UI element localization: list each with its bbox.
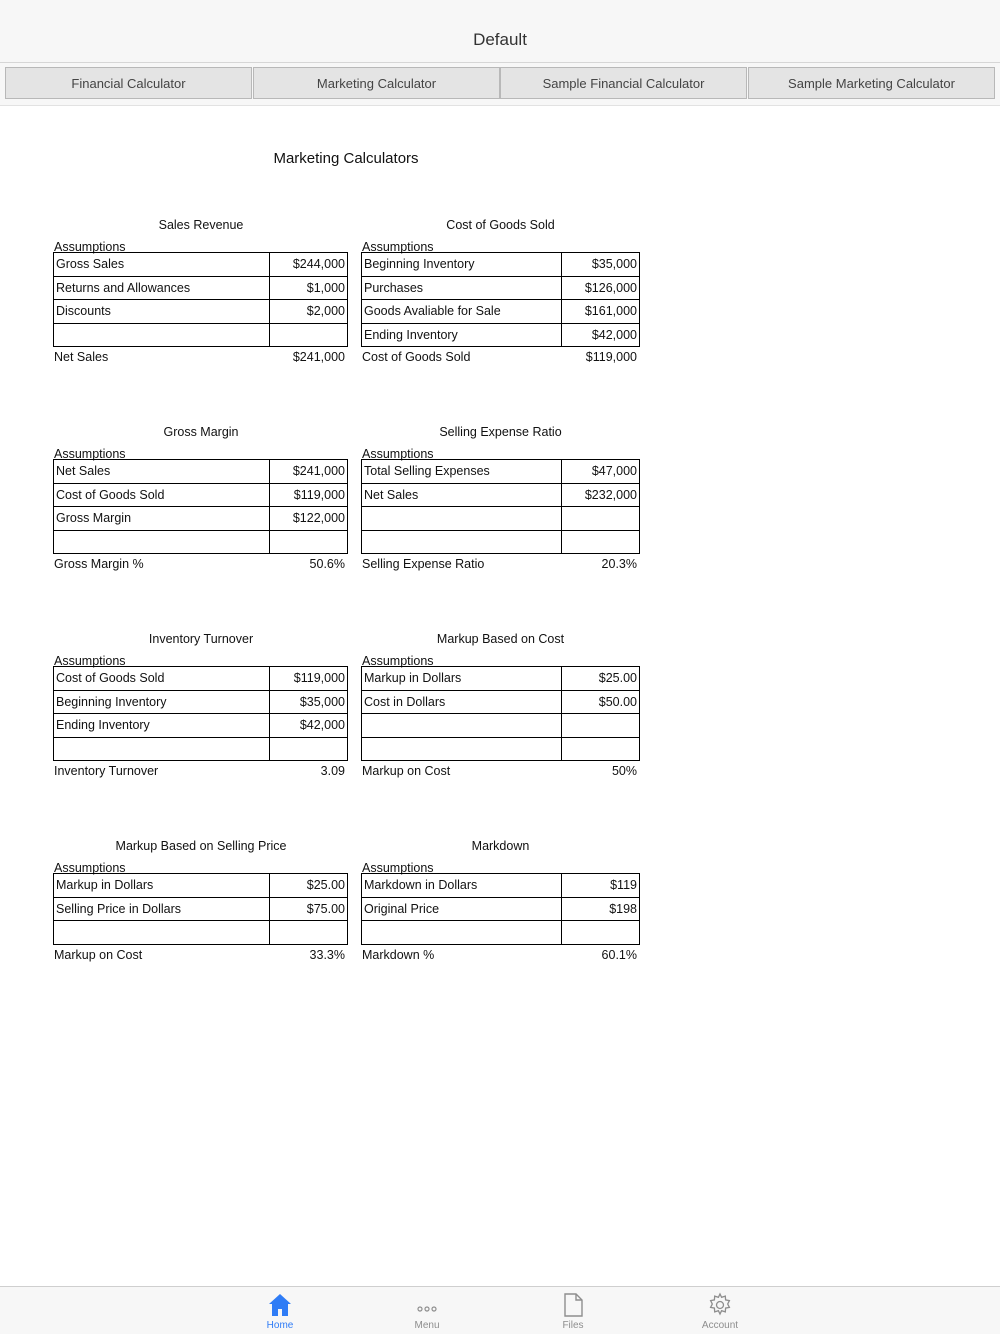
table-row [362, 253, 640, 277]
table-row [362, 300, 640, 324]
row-label-cell[interactable]: Returns and Allowances [54, 276, 270, 300]
row-label-cell[interactable]: Markup in Dollars [54, 874, 270, 898]
tab-home[interactable] [240, 1287, 320, 1334]
result-label: Cost of Goods Sold [362, 350, 471, 364]
result-value: 33.3% [309, 947, 345, 962]
table-row [54, 253, 348, 277]
table-row [54, 737, 348, 761]
result-label: Net Sales [54, 350, 109, 364]
page-title: Marketing Calculators [273, 150, 419, 167]
table-row [362, 323, 640, 347]
table-row [362, 921, 640, 945]
row-label-cell[interactable]: Gross Sales [54, 253, 270, 277]
result-label: Gross Margin % [54, 557, 144, 571]
home-icon [268, 1292, 292, 1318]
calculator-tab-row [0, 63, 1000, 106]
file-icon [561, 1292, 585, 1318]
row-value-cell[interactable] [562, 714, 640, 738]
assumptions-table [361, 459, 640, 554]
assumptions-table [53, 666, 348, 761]
tab-financial-calculator[interactable]: Financial Calculator [5, 67, 252, 99]
row-value-cell[interactable] [562, 737, 640, 761]
table-row [54, 690, 348, 714]
row-value-cell[interactable]: $50.00 [562, 690, 640, 714]
row-value-cell[interactable]: $47,000 [562, 460, 640, 484]
row-value-cell[interactable]: $2,000 [270, 300, 348, 324]
row-value-cell[interactable]: $1,000 [270, 276, 348, 300]
row-value-cell[interactable]: $35,000 [562, 253, 640, 277]
row-value-cell[interactable]: $25.00 [270, 874, 348, 898]
row-label-cell[interactable] [362, 530, 562, 554]
tab-sample-marketing-calculator[interactable]: Sample Marketing Calculator [748, 67, 995, 99]
result-value: $119,000 [585, 350, 637, 364]
row-label-cell[interactable]: Cost of Goods Sold [54, 483, 270, 507]
table-row [362, 276, 640, 300]
tab-account-label: Account [701, 1320, 739, 1331]
calculator-title: Gross Margin [163, 425, 239, 439]
row-value-cell[interactable]: $42,000 [562, 323, 640, 347]
result-label: Selling Expense Ratio [362, 557, 485, 571]
row-label-cell[interactable] [362, 921, 562, 945]
nav-title: Default [473, 30, 527, 49]
table-row [54, 300, 348, 324]
table-row [54, 483, 348, 507]
row-value-cell[interactable]: $198 [562, 897, 640, 921]
table-row [362, 714, 640, 738]
calculator-title: Markup Based on Selling Price [115, 839, 287, 853]
table-row [362, 507, 640, 531]
tab-marketing-calculator[interactable]: Marketing Calculator [253, 67, 500, 99]
row-value-cell[interactable] [270, 323, 348, 347]
result-label: Inventory Turnover [54, 764, 159, 778]
row-label-cell[interactable] [362, 714, 562, 738]
assumptions-label: Assumptions [362, 447, 434, 461]
table-row [362, 667, 640, 691]
tab-menu-label: Menu [414, 1320, 440, 1331]
table-row [54, 921, 348, 945]
bottom-tab-bar [0, 1286, 1000, 1334]
assumptions-table [53, 459, 348, 554]
table-row [54, 897, 348, 921]
table-row [54, 507, 348, 531]
calculator-title: Inventory Turnover [148, 632, 254, 646]
row-value-cell[interactable]: $119,000 [270, 667, 348, 691]
table-row [54, 460, 348, 484]
table-row [54, 714, 348, 738]
assumptions-table [361, 666, 640, 761]
row-value-cell[interactable]: $119,000 [270, 483, 348, 507]
row-label-cell[interactable]: Selling Price in Dollars [54, 897, 270, 921]
result-value: 50.6% [309, 557, 345, 571]
table-row [362, 690, 640, 714]
tab-home-label: Home [266, 1320, 294, 1331]
table-row [362, 530, 640, 554]
tab-files-label: Files [562, 1320, 584, 1331]
row-value-cell[interactable] [270, 737, 348, 761]
row-label-cell[interactable]: Ending Inventory [362, 323, 562, 347]
result-value: 60.1% [601, 947, 637, 962]
row-label-cell[interactable] [54, 530, 270, 554]
row-value-cell[interactable] [562, 921, 640, 945]
result-label: Markdown % [362, 947, 435, 962]
tab-menu[interactable] [387, 1287, 467, 1334]
result-value: 3.09 [320, 764, 345, 778]
table-row [54, 530, 348, 554]
assumptions-label: Assumptions [54, 861, 126, 875]
row-value-cell[interactable] [562, 507, 640, 531]
row-label-cell[interactable]: Markdown in Dollars [362, 874, 562, 898]
row-label-cell[interactable]: Gross Margin [54, 507, 270, 531]
row-label-cell[interactable]: Ending Inventory [54, 714, 270, 738]
tab-account[interactable] [680, 1287, 760, 1334]
table-row [362, 737, 640, 761]
calculator-title: Markup Based on Cost [436, 632, 565, 646]
table-row [362, 483, 640, 507]
row-label-cell[interactable]: Cost of Goods Sold [54, 667, 270, 691]
row-value-cell[interactable]: $126,000 [562, 276, 640, 300]
calculator-title: Selling Expense Ratio [439, 425, 562, 439]
assumptions-label: Assumptions [54, 240, 126, 254]
row-label-cell[interactable]: Net Sales [54, 460, 270, 484]
row-label-cell[interactable]: Beginning Inventory [54, 690, 270, 714]
assumptions-table [361, 873, 640, 945]
tab-files[interactable] [533, 1287, 613, 1334]
row-value-cell[interactable]: $35,000 [270, 690, 348, 714]
result-value: 50% [611, 764, 637, 778]
navigation-bar [0, 0, 1000, 63]
row-label-cell[interactable]: Purchases [362, 276, 562, 300]
calculator-title: Markdown [471, 839, 530, 853]
table-row [362, 874, 640, 898]
assumptions-table [53, 252, 348, 347]
row-label-cell[interactable]: Markup in Dollars [362, 667, 562, 691]
assumptions-label: Assumptions [362, 654, 434, 668]
row-label-cell[interactable] [362, 507, 562, 531]
result-label: Markup on Cost [54, 947, 143, 962]
assumptions-label: Assumptions [54, 447, 126, 461]
row-label-cell[interactable]: Goods Avaliable for Sale [362, 300, 562, 324]
gear-icon [708, 1292, 732, 1318]
row-label-cell[interactable]: Total Selling Expenses [362, 460, 562, 484]
row-label-cell[interactable] [54, 323, 270, 347]
row-label-cell[interactable] [54, 737, 270, 761]
row-value-cell[interactable] [270, 530, 348, 554]
row-label-cell[interactable]: Discounts [54, 300, 270, 324]
table-row [54, 667, 348, 691]
row-label-cell[interactable]: Beginning Inventory [362, 253, 562, 277]
row-value-cell[interactable]: $244,000 [270, 253, 348, 277]
row-label-cell[interactable]: Original Price [362, 897, 562, 921]
calculator-title: Cost of Goods Sold [446, 218, 555, 232]
row-value-cell[interactable]: $161,000 [562, 300, 640, 324]
row-value-cell[interactable]: $122,000 [270, 507, 348, 531]
row-value-cell[interactable]: $42,000 [270, 714, 348, 738]
row-value-cell[interactable]: $232,000 [562, 483, 640, 507]
more-icon [415, 1292, 439, 1318]
calculator-title: Sales Revenue [158, 218, 244, 232]
result-value: $241,000 [292, 350, 345, 364]
table-row [362, 897, 640, 921]
row-value-cell[interactable]: $75.00 [270, 897, 348, 921]
row-label-cell[interactable]: Net Sales [362, 483, 562, 507]
assumptions-table [53, 873, 348, 945]
row-value-cell[interactable]: $119 [562, 874, 640, 898]
assumptions-label: Assumptions [362, 240, 434, 254]
row-value-cell[interactable]: $241,000 [270, 460, 348, 484]
row-label-cell[interactable] [54, 921, 270, 945]
table-row [54, 276, 348, 300]
assumptions-label: Assumptions [362, 861, 434, 875]
table-row [54, 874, 348, 898]
row-value-cell[interactable]: $25.00 [562, 667, 640, 691]
row-value-cell[interactable] [562, 530, 640, 554]
result-value: 20.3% [601, 557, 637, 571]
result-label: Markup on Cost [362, 764, 451, 778]
row-label-cell[interactable] [362, 737, 562, 761]
assumptions-label: Assumptions [54, 654, 126, 668]
assumptions-table [361, 252, 640, 347]
table-row [362, 460, 640, 484]
table-row [54, 323, 348, 347]
row-label-cell[interactable]: Cost in Dollars [362, 690, 562, 714]
tab-sample-financial-calculator[interactable]: Sample Financial Calculator [500, 67, 747, 99]
row-value-cell[interactable] [270, 921, 348, 945]
